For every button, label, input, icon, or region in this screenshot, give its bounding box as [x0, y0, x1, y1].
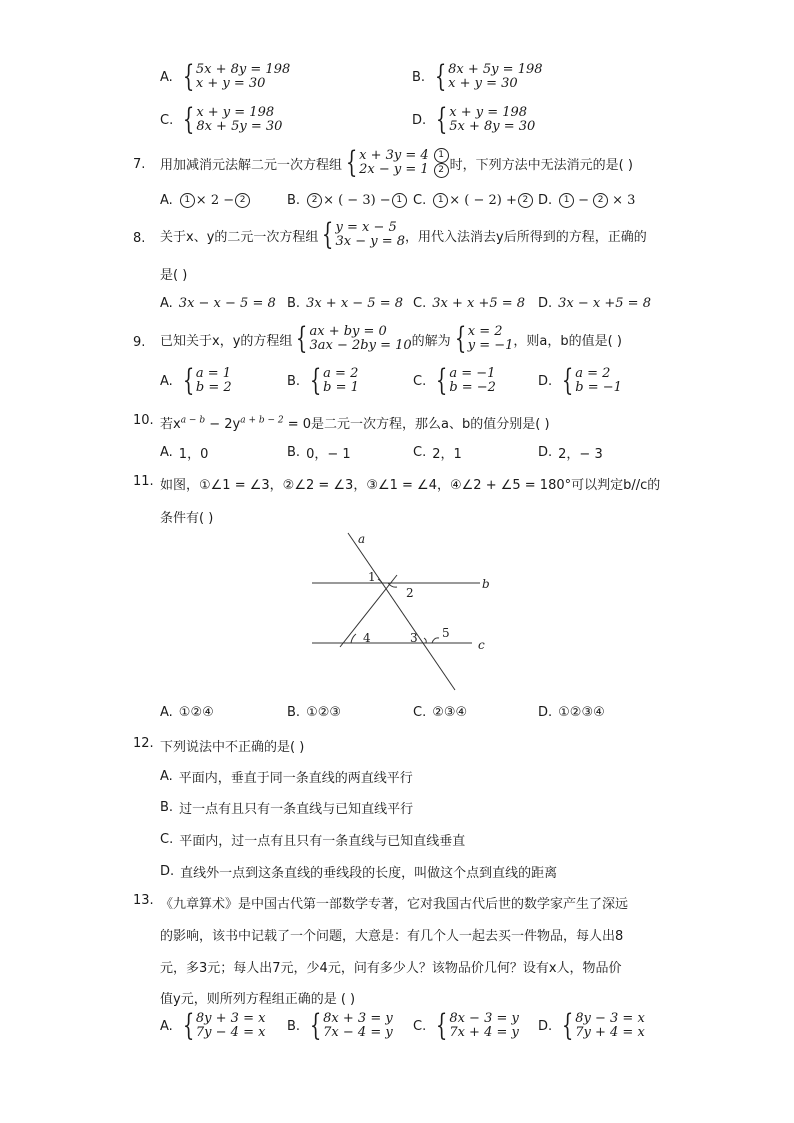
- q12-option-b[interactable]: B. 过一点有且只有一条直线与已知直线平行: [160, 800, 414, 817]
- q7-option-c[interactable]: C. 1 × ( − 2) + 2: [413, 193, 534, 208]
- question-number: 11.: [133, 474, 154, 489]
- equation-system: { y = x − 5 3x − y = 8: [322, 217, 406, 252]
- q7-option-d[interactable]: D. 1 − 2 × 3: [538, 193, 636, 208]
- q13-option-a[interactable]: A. { 8y + 3 = x 7y − 4 = x: [160, 1008, 266, 1043]
- equation-system: { ax + by = 0 3ax − 2by = 10: [296, 321, 412, 356]
- question-11-stem-line2: 条件有( ): [160, 511, 214, 526]
- q12-option-a[interactable]: A. 平面内，垂直于同一条直线的两直线平行: [160, 769, 413, 786]
- angle-arc-2: [388, 583, 397, 587]
- question-number: 7.: [133, 157, 146, 172]
- angle-arc-5: [432, 638, 439, 643]
- equation-system: { x + y = 198 5x + 8y = 30: [435, 102, 536, 137]
- q10-option-c[interactable]: C. 2，1: [413, 445, 462, 462]
- question-13-stem-line2: 的影响，该书中记载了一个问题，大意是：有几个人一起去买一件物品，每人出8: [160, 929, 624, 944]
- angle-label-5: 5: [442, 626, 450, 640]
- q13-option-c[interactable]: C. { 8x − 3 = y 7x + 4 = y: [413, 1008, 519, 1043]
- question-number: 12.: [133, 736, 154, 751]
- circle-number-2: 2: [434, 163, 449, 178]
- equation-system: { 5x + 8y = 198 x + y = 30: [182, 59, 291, 94]
- q6-option-b[interactable]: B. { 8x + 5y = 198 x + y = 30: [412, 59, 543, 94]
- angle-label-2: 2: [406, 586, 414, 600]
- solution-system: { x = 2 y = −1: [454, 321, 514, 356]
- line-a: [348, 533, 455, 690]
- question-8-stem: 关于x、y的二元一次方程组 { y = x − 5 3x − y = 8 ，用代入法消去y后所得到的方程，正确的: [160, 217, 647, 252]
- q6-option-d[interactable]: D. { x + y = 198 5x + 8y = 30: [412, 102, 536, 137]
- q10-option-d[interactable]: D. 2，− 3: [538, 445, 603, 462]
- q11-option-a[interactable]: A. ①②④: [160, 705, 214, 720]
- parallel-lines-figure: [300, 525, 500, 695]
- question-13-stem-line1: 《九章算术》是中国古代第一部数学专著，它对我国古代后世的数学家产生了深远: [160, 897, 629, 912]
- q12-option-c[interactable]: C. 平面内，过一点有且只有一条直线与已知直线垂直: [160, 832, 466, 849]
- angle-label-4: 4: [363, 631, 371, 645]
- question-8-stem-line2: 是( ): [160, 268, 188, 283]
- q8-option-b[interactable]: B. 3x + x − 5 = 8: [287, 296, 404, 311]
- q9-option-d[interactable]: D. { a = 2 b = −1: [538, 363, 622, 398]
- question-9-stem: 已知关于x，y的方程组 { ax + by = 0 3ax − 2by = 10 的解为 { x = 2 y = −1 ，则a，b的值是( ): [160, 321, 622, 356]
- q8-option-d[interactable]: D. 3x − x +5 = 8: [538, 296, 651, 311]
- q9-option-a[interactable]: A. { a = 1 b = 2: [160, 363, 232, 398]
- label-a: a: [358, 532, 366, 546]
- q11-option-d[interactable]: D. ①②③④: [538, 705, 605, 720]
- angle-arc-4: [351, 634, 356, 643]
- q7-option-a[interactable]: A. 1 × 2 − 2: [160, 193, 251, 208]
- question-number: 8.: [133, 231, 146, 246]
- q12-option-d[interactable]: D. 直线外一点到这条直线的垂线段的长度，叫做这个点到直线的距离: [160, 864, 558, 881]
- angle-label-3: 3: [410, 631, 418, 645]
- q13-option-d[interactable]: D. { 8y − 3 = x 7y + 4 = x: [538, 1008, 645, 1043]
- equation-system: { 8x + 5y = 198 x + y = 30: [434, 59, 543, 94]
- question-13-stem-line3: 元，多3元；每人出7元，少4元，问有多少人？该物品价几何？设有x人，物品价: [160, 961, 622, 976]
- question-13-stem-line4: 值y元，则所列方程组正确的是 ( ): [160, 992, 356, 1007]
- q7-option-b[interactable]: B. 2 × ( − 3) − 1: [287, 193, 408, 208]
- question-7-stem: 用加减消元法解二元一次方程组 { x + 3y = 4 2x − y = 1 1 2 时，下列方法中无法消元的是( ): [160, 145, 633, 180]
- q9-option-c[interactable]: C. { a = −1 b = −2: [413, 363, 496, 398]
- equation-system: { x + 3y = 4 2x − y = 1: [345, 145, 429, 180]
- question-11-stem-line1: 如图，①∠1 = ∠3，②∠2 = ∠3，③∠1 = ∠4，④∠2 + ∠5 = 180°可以判定b//c的: [160, 478, 661, 493]
- question-number: 13.: [133, 893, 154, 908]
- question-10-stem: 若$x^{a - b} - 2y^{a + b - 2} = 0$是二元一次方程，那么a、b的值分别是( ): [160, 415, 550, 432]
- label-c: c: [478, 638, 485, 652]
- question-number: 10.: [133, 413, 154, 428]
- q6-option-c[interactable]: C. { x + y = 198 8x + 5y = 30: [160, 102, 283, 137]
- angle-arc-3: [424, 638, 426, 643]
- question-number: 9.: [133, 335, 146, 350]
- q6-option-a[interactable]: A. { 5x + 8y = 198 x + y = 30: [160, 59, 291, 94]
- q10-option-b[interactable]: B. 0，− 1: [287, 445, 351, 462]
- q9-option-b[interactable]: B. { a = 2 b = 1: [287, 363, 359, 398]
- q10-option-a[interactable]: A. 1，0: [160, 445, 209, 462]
- question-12-stem: 下列说法中不正确的是( ): [160, 740, 305, 755]
- q11-option-c[interactable]: C. ②③④: [413, 705, 468, 720]
- q13-option-b[interactable]: B. { 8x + 3 = y 7x − 4 = y: [287, 1008, 393, 1043]
- label-b: b: [482, 577, 490, 591]
- q8-option-a[interactable]: A. 3x − x − 5 = 8: [160, 296, 276, 311]
- q11-option-b[interactable]: B. ①②③: [287, 705, 342, 720]
- equation-system: { x + y = 198 8x + 5y = 30: [183, 102, 283, 137]
- circle-number-1: 1: [434, 148, 449, 163]
- q8-option-c[interactable]: C. 3x + x +5 = 8: [413, 296, 526, 311]
- angle-label-1: 1: [368, 570, 376, 584]
